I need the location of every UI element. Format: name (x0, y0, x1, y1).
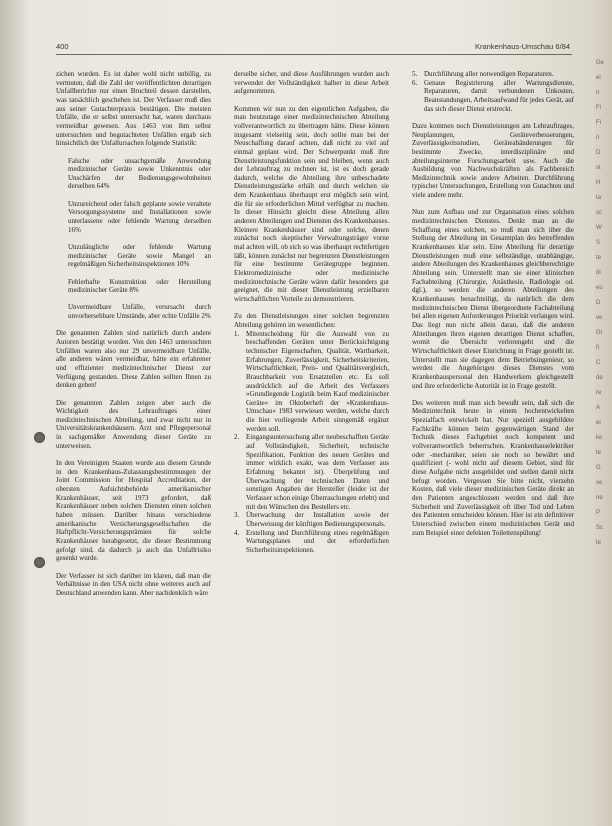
statistic-item: Fehlerhafte Konstruktion oder Herstellung medizinischer Geräte 8% (68, 277, 211, 295)
paragraph: zichen wurden. Es ist daher wohl nicht unbillig, zu vermuten, daß die Zahl der veröffentlichten derartigen Unfallberichte nur einen Bruchteil dessen darstellen, was tatsächlich geschehen ist. Der Verfasser muß dies aus seiner Gutachterpraxis bestätigen. Die meisten Unfälle, die er selbst untersucht hat, waren durchaus vermeidbar gewesen. Aus 1463 von ihm selbst untersuchten und begutachteten Unfällen ergab sich hinsichtlich der Unfallursachen folgende Statistik: (56, 70, 211, 148)
text-column-3 (412, 70, 574, 537)
list-text: Genaue Registrierung aller Wartungsdienste, Reparaturen, damit verbundenen Unkosten, Beanstandungen, Arbeitsaufwand für jedes Gerät, auf das sich dieser Dienst erstreckt. (424, 78, 574, 113)
list-item (234, 330, 389, 434)
paragraph: Zu den Dienstleistungen einer solchen begrenzten Abteilung gehören im wesentlichen: (234, 312, 389, 329)
list-number: 6. (412, 78, 418, 87)
journal-title: Krankenhaus-Umschau 6/84 (474, 42, 570, 51)
statistic-item: Unzureichend oder falsch geplante sowie veraltete Versorgungssysteme und Installationen sowie unterlassene oder fehlende Wartung derselben 16% (68, 199, 211, 234)
paragraph: Des weiteren muß man sich bewußt sein, daß sich die Medizintechnik heute in einem hochentwickelten Spezialfach entwickelt hat. Nur speziell ausgebildete Fachkräfte können beim gegenwärtigen Stand der Technik dieses Fachgebiet noch kompetent und vollverantwortlich beherrschen. Krankenhauselektriker oder -mechaniker, seien sie noch so bewährt und qualifiziert (- wohl nicht auf diesem Gebiet, sind für diese Aufgabe nicht ausgebildet und stellen damit nicht befugt worden. Vergessen Sie bitte nicht, vierzehn Kosten, daß viele dieser medizinischen Geräte direkt an den Patienten angeschlossen werden und daß ihre Sicherheit und Zuverlässigkeit oft über Tod und Leben des Patienten entscheiden können. Hier ist ein definitiver Unterschied zwischen einem medizinischen Gerät und zum Beispiel einer defekten Toilettenspülung! (412, 398, 574, 537)
statistic-item: Unzulängliche oder fehlende Wartung medizinischer Geräte sowie Mangel an regelmäßigen Sicherheitsinspektionen 10% (68, 242, 211, 269)
list-number: 1. (234, 329, 240, 338)
binding-shadow (0, 0, 30, 826)
text-column-1 (56, 70, 211, 597)
punch-hole (34, 432, 45, 443)
list-text: Mitentscheidung für die Auswahl von zu beschaffenden Geräten unter Berücksichtigung technischer Eigenschaften, Qualität, Wartbarkeit, Erfahrungen, Zuverlässigkeit, Sicherheitskriterien, Wirtschaftlichkeit, Preis- und Qualitätsvergleich, Brauchbarkeit von Ersatzteilen etc. Es soll ausdrücklich auf die Arbeit des Verfassers »Grundlegende Logistik beim Kauf medizinischer Geräte« im Oktoberheft der »Krankenhaus-Umschau« 1983 verwiesen werden, welche durch die hier vorliegende Arbeit sinngemäß ergänzt werden soll. (246, 329, 389, 433)
statistic-item: Falsche oder unsachgemäße Anwendung medizinischer Geräte sowie Unkenntnis oder Unschärfen der Bedienungsgewohnheiten derselben 64% (68, 156, 211, 191)
paragraph: Die genannten Zahlen zeigen aber auch die Wichtigkeit des Lehrauftrages einer medizintechnischen Abteilung, und zwar nicht nur in Universitätskrankenhäusern. Arzt und Pflegepersonal in sachgemäßer Anwendung dieser Geräte zu unterweisen. (56, 398, 211, 450)
paragraph: derselbe sicher, und diese Ausführungen wurden auch verwendet der Vollständigkeit halber in diese Arbeit aufgenommen. (234, 70, 389, 96)
list-item (412, 79, 574, 114)
list-text: Eingangsuntersuchung aller neubeschafften Geräte auf Vollständigkeit, Sicherheit, technische Spezifikation, Funktion des neuen Gerätes und immer wirklich exakt, was dem Verfasser aus Erfahrung bekannt ist). Überprüfung und Überwachung der technischen Daten und sonstigen Angaben der Hersteller (leider ist der Verfasser schon einige Überraschungen erlebt) und mit den Wünschen des Bestellers etc. (246, 433, 389, 511)
facing-page-edge: Ge ei ri Fi Fi ri D st H ta sc W S te di eu D ve Gl fi C de re A ei ke te G se ne P Sc te (594, 0, 612, 826)
statistic-item: Unvermeidbare Unfälle, verursacht durch unvorhersehbare Umstände, aber echte Unfälle 2% (68, 303, 211, 321)
list-number: 3. (234, 511, 240, 520)
list-text: Erstellung und Durchführung eines regelmäßigen Wartungsplanes und der erforderlichen Sicherheitsinspektionen. (246, 528, 389, 554)
list-item (234, 433, 389, 511)
list-item (412, 70, 574, 79)
paragraph: Die genannten Zahlen sind natürlich durch andere Autoren bestätigt worden. Von den 1463 untersuchten Unfällen waren also nur 29 unvermeidbare Unfälle, alle anderen wären vermeidbar, hätte ein erfahrener und effizienter medizintechnischer Dienst zur Verfügung gestanden. Diese Zahlen sollten Ihnen zu denken geben! (56, 329, 211, 390)
list-number: 5. (412, 70, 418, 78)
list-number: 2. (234, 433, 240, 442)
paragraph: Dazu kommen noch Dienstleistungen am Lehrauftrages, Neuplanungen, Geräteverbesserungen, Zuverlässigkeitsstudien, Geräteabänderungen für bestimmte Zwecke, interdisziplinäre und abteilungsinterne Forschungsarbeit usw. Auch die Ausbildung von Nachwuchskräften als Fachbereich Medizintechnik sowie andere Arbeiten. Durchführung typischer Untersuchungen, Erstellung von Gutachten und viele andere mehr. (412, 121, 574, 200)
list-item (234, 511, 389, 528)
page-number: 400 (56, 42, 69, 51)
paragraph: In den Vereinigten Staaten wurde aus diesem Grunde in den Krankenhaus-Zulassungsbestimmungen der Joint Commission for Hospital Accreditation, der obersten Aufsichtsbehörde amerikanischer Krankenhäuser, seit 1973 gefordert, daß Krankenhäuser neben solchen Diensten einen solchen haben müssen. Darüber hinaus verschiedene amerikanische Versicherungsgesellschaften die Haftpflicht-Versicherungsprämien für solche Krankenhäuser herabgesetzt, die dieser Bestimmung gefolgt sind, da dadurch ja auch das Unfallrisiko gesenkt wurde. (56, 459, 211, 563)
list-text: Überwachung der Installation sowie der Überweisung der künftigen Bedienungspersonals. (246, 511, 389, 528)
header-rule (56, 54, 572, 55)
text-column-2 (234, 70, 389, 555)
paragraph: Der Verfasser ist sich darüber im klaren, daß man die Verhältnisse in den USA nicht ohne weiteres auch auf Deutschland anwenden kann. Aber nachdenklich wäre (56, 571, 211, 597)
paragraph: Kommen wir nun zu den eigentlichen Aufgaben, die man heutzutage einer medizintechnischen Abteilung vollverantwortlich zu übertragen hätte. Diese können insgesamt vielseitig sein, doch sollte man bei der Neuschaffung darauf achten, daß nicht zu viel auf einmal geplant wird. Der Schwerpunkt muß ihre Dienstleistungsfunktion sein und bleiben, wenn auch der Lehrauftrag zu rechnen ist, ist es doch gerade dadurch, welche die Abteilung ihre unbeschadete Dienstleistungsstärke erhält und durch welchen sie dem Krankenhaus überhaupt erst möglich sein wird, die für sie erforderlichen Mittel verfügbar zu machen. In dieser Hinsicht gleicht diese Abteilung allen anderen Abteilungen und Diensten des Krankenhauses. Kleinere Krankenhäuser sind oder solche, denen zunächst noch skeptischer Verwaltungsträger vorne mal achten will, ob sich so was überhaupt rechtfertigen läßt, können zunächst nur begrenzten Dienstleistungen für eine bestimmte Gerätegruppe beginnen. Elektromedizinische oder medizinische medizintechnische Geräte wären dafür besonders gut geeignet, die mit dieser Dienstleistung erzielbaren wirtschaftlichen Vorteile zu demonstrieren. (234, 104, 389, 303)
punch-hole (34, 557, 45, 568)
paragraph: Nun zum Aufbau und zur Organisation eines solchen medizintechnischen Dienstes. Denkt man an die Schaffung eines solchen, so muß man sich über die Stellung der Abteilung im Gesamtplan des betreffenden Krankenhauses klar sein. Eine Abteilung für derartige Dienstleistungen muß eine selbständige, unabhängige, andere Abteilungen des Krankenhauses gleichberechtigte Abteilung sein. Unterstellt man sie einer klinischen Fachabteilung (Chirurgie, Anästhesie, Radiologie od. dgl.), so werden die anderen Abteilungen des Krankenhauses benachteiligt, da natürlich die dem medizintechnischen Dienst übergeordnete Fachabteilung bei allen eigenen Anforderungen Priorität verlangen wird. Das liegt nun nicht allein daran, daß die anderen Abteilungen ihren eigenen derartigen Dienst schaffen, womit die Übersicht verlorengeht und die Wirtschaftlichkeit dieser Einrichtung in Frage gestellt ist. Unterstellt man sie dagegen dem Betriebsingenieur, so werden die Angehörigen dieses Dienstes vom Krankenhauspersonal den Handwerkern gleichgestellt und ihre erforderliche Autorität ist in Frage gestellt. (412, 208, 574, 390)
list-number: 4. (234, 528, 240, 537)
list-item (234, 529, 389, 555)
running-header (56, 42, 570, 54)
list-text: Durchführung aller notwendigen Reparaturen. (424, 70, 554, 78)
